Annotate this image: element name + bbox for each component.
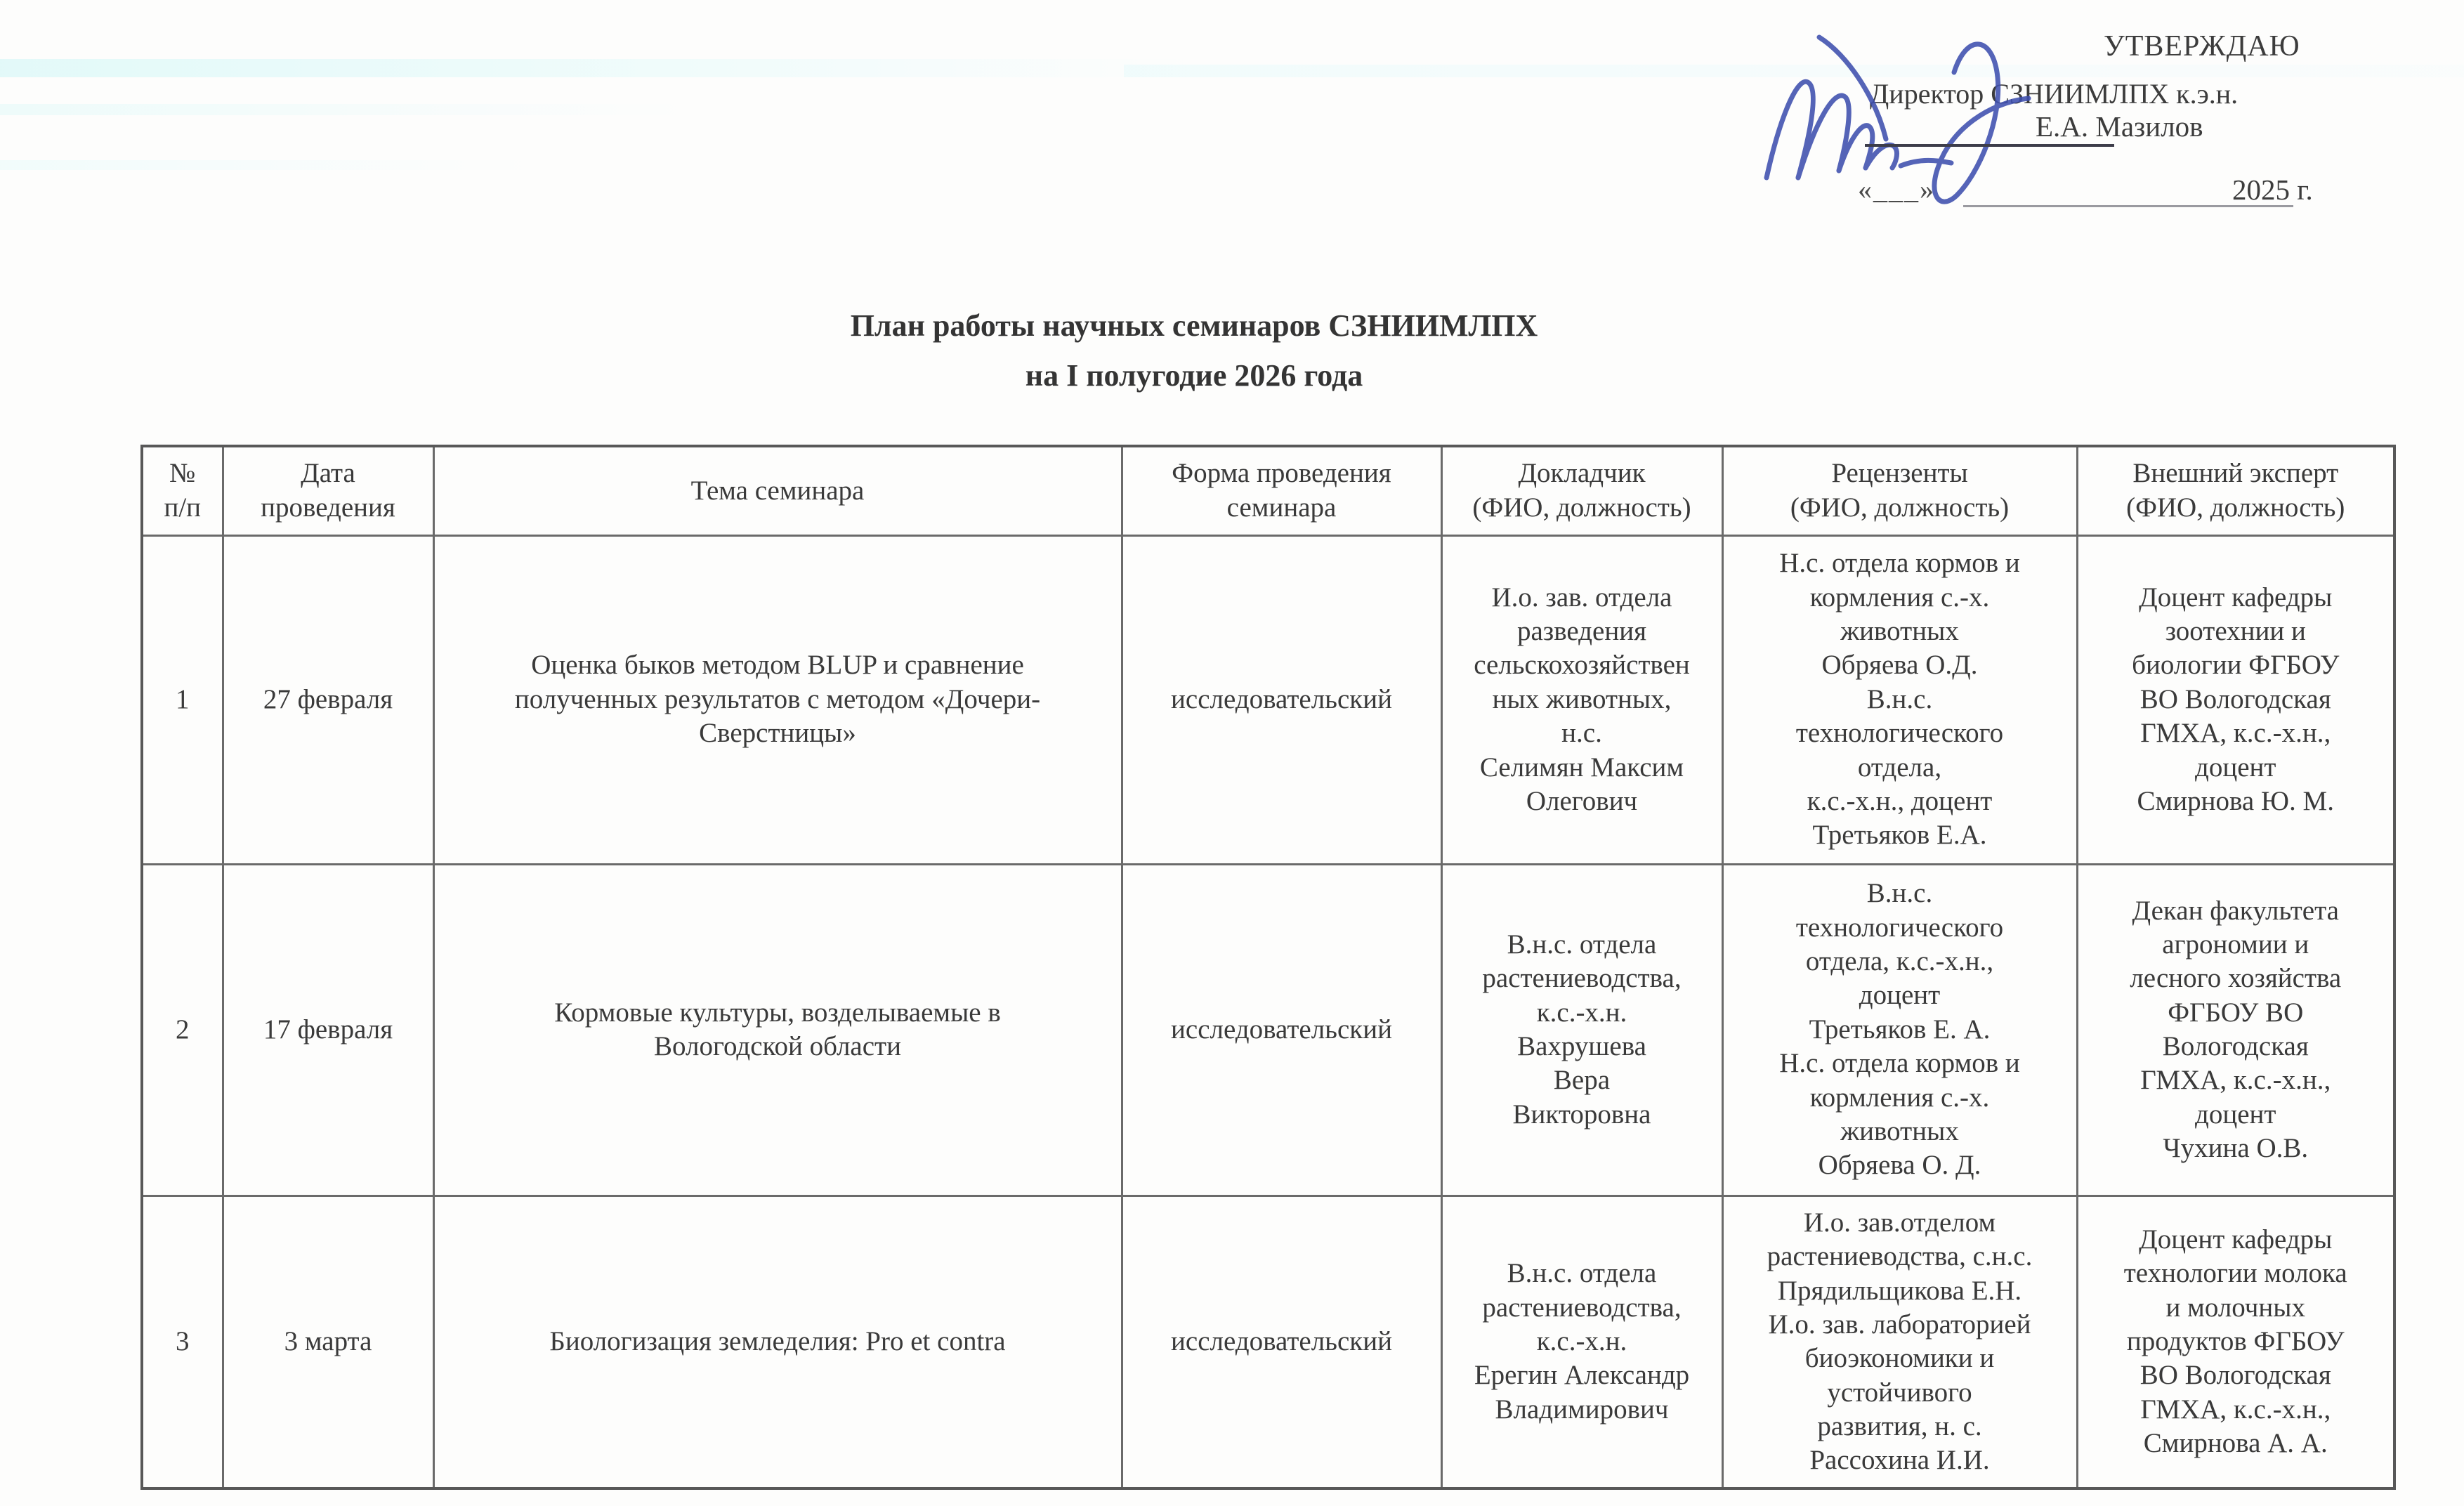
cell-date: 27 февраля	[223, 535, 433, 864]
cell-expert: Декан факультета агрономии и лесного хозяйства ФГБОУ ВО Вологодская ГМХА, к.с.-х.н., доцент Чухина О.В.	[2077, 864, 2394, 1196]
cell-num: 2	[142, 864, 223, 1196]
date-day-placeholder: «___»	[1858, 173, 1935, 205]
cell-form: исследовательский	[1122, 1196, 1441, 1488]
document-title-line2: на I полугодие 2026 года	[1025, 358, 1363, 393]
col-header-reviewers: Рецензенты (ФИО, должность)	[1722, 446, 2077, 535]
table-row	[142, 864, 2394, 1196]
col-header-expert: Внешний эксперт (ФИО, должность)	[2077, 446, 2394, 535]
table-row	[142, 535, 2394, 864]
cell-form: исследовательский	[1122, 535, 1441, 864]
col-header-speaker: Докладчик (ФИО, должность)	[1441, 446, 1722, 535]
document-title	[0, 301, 2388, 401]
cell-reviewers: Н.с. отдела кормов и кормления с.-х. животных Обряева О.Д. В.н.с. технологического отдела, к.с.-х.н., доцент Третьяков Е.А.	[1722, 535, 2077, 864]
cell-reviewers: В.н.с. технологического отдела, к.с.-х.н., доцент Третьяков Е. А. Н.с. отдела кормов и кормления с.-х. животных Обряева О. Д.	[1722, 864, 2077, 1196]
director-name: Е.А. Мазилов	[2036, 110, 2203, 143]
col-header-date: Дата проведения	[223, 446, 433, 535]
cell-topic: Биологизация земледелия: Pro et contra	[433, 1196, 1122, 1488]
cell-date: 3 марта	[223, 1196, 433, 1488]
seminar-plan-table	[140, 445, 2396, 1490]
cell-speaker: В.н.с. отдела растениеводства, к.с.-х.н. Вахрушева Вера Викторовна	[1441, 864, 1722, 1196]
table-row	[142, 1196, 2394, 1488]
cell-reviewers: И.о. зав.отделом растениеводства, с.н.с. Прядильщикова Е.Н. И.о. зав. лабораторией биоэкономики и устойчивого развития, н. с. Рассохина И.И.	[1722, 1196, 2077, 1488]
director-title-label: Директор СЗНИИМЛПХ к.э.н.	[1870, 78, 2239, 110]
cell-num: 3	[142, 1196, 223, 1488]
document-title-line1: План работы научных семинаров СЗНИИМЛПХ	[850, 308, 1538, 343]
cell-expert: Доцент кафедры зоотехнии и биологии ФГБОУ ВО Вологодская ГМХА, к.с.-х.н., доцент Смирнова Ю. М.	[2077, 535, 2394, 864]
scan-streak	[0, 104, 688, 115]
col-header-form: Форма проведения семинара	[1122, 446, 1441, 535]
date-year-label: 2025 г.	[2232, 173, 2313, 206]
cell-topic: Кормовые культуры, возделываемые в Вологодской области	[433, 864, 1122, 1196]
cell-speaker: И.о. зав. отдела разведения сельскохозяйствен ных животных, н.с. Селимян Максим Олегович	[1441, 535, 1722, 864]
cell-num: 1	[142, 535, 223, 864]
scan-streak	[0, 59, 1194, 77]
cell-speaker: В.н.с. отдела растениеводства, к.с.-х.н. Ерегин Александр Владимирович	[1441, 1196, 1722, 1488]
approve-stamp-label: УТВЕРЖДАЮ	[2104, 30, 2300, 63]
cell-form: исследовательский	[1122, 864, 1441, 1196]
col-header-topic: Тема семинара	[433, 446, 1122, 535]
col-header-num: № п/п	[142, 446, 223, 535]
cell-expert: Доцент кафедры технологии молока и молочных продуктов ФГБОУ ВО Вологодская ГМХА, к.с.-х.н., Смирнова А. А.	[2077, 1196, 2394, 1488]
cell-date: 17 февраля	[223, 864, 433, 1196]
table-header-row	[142, 446, 2394, 535]
signature-line	[1865, 144, 2114, 147]
cell-topic: Оценка быков методом BLUP и сравнение полученных результатов с методом «Дочери- Сверстницы»	[433, 535, 1122, 864]
scan-streak	[0, 160, 534, 170]
